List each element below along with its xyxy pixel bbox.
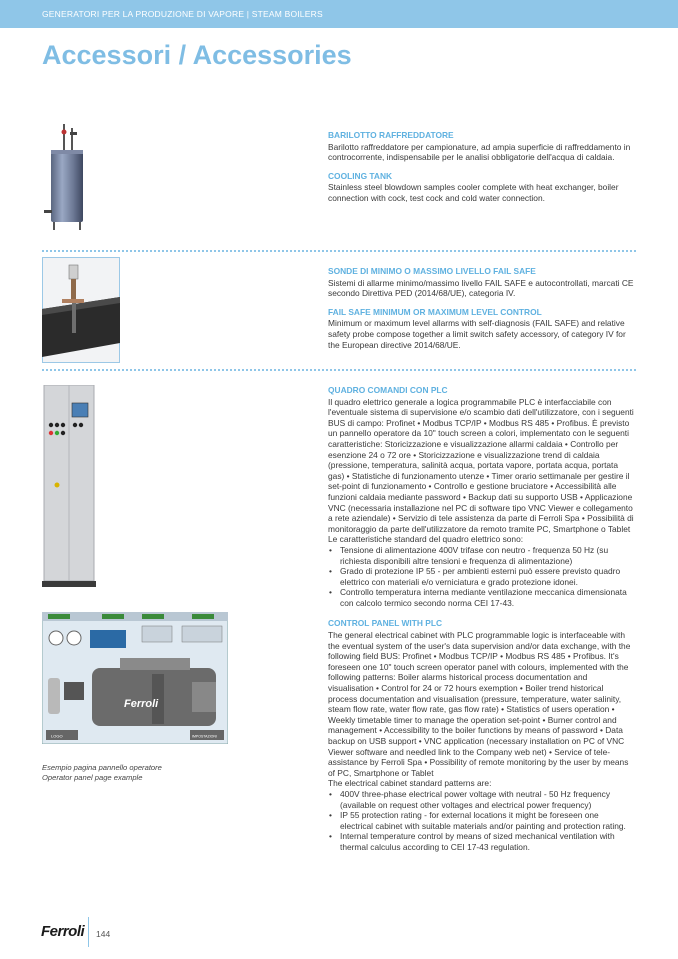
panel-caption xyxy=(42,763,162,782)
page-title: Accessori / Accessories xyxy=(42,40,352,70)
list-item: • IP 55 protection rating - for external locations it might be foreseen one electrical cabinet with suitable materials and/or painting and protection rating. xyxy=(328,810,634,831)
heading-en: COOLING TANK xyxy=(328,170,393,181)
standard-features-list-it xyxy=(328,545,634,609)
text-en: Stainless steel blowdown samples cooler complete with heat exchanger, boiler connection with cock, test cock and cold water connection. xyxy=(328,182,619,203)
text-en: Minimum or maximum level allarms with self-diagnosis (FAIL SAFE) and relative safety probe compose together a limit switch safety accessory, of category IV for the European directive 2014/68/UE. xyxy=(328,318,626,350)
caption-en: Operator panel page example xyxy=(42,772,143,782)
text-it: Sistemi di allarme minimo/massimo livello FAIL SAFE e autocontrollati, marcati CE secondo Direttiva PED (2014/68/UE), categoria IV. xyxy=(328,277,634,299)
electrical-cabinet-image xyxy=(42,385,96,587)
heading-it: QUADRO COMANDI CON PLC xyxy=(328,385,448,395)
header-band-text: GENERATORI PER LA PRODUZIONE DI VAPORE | STEAM BOILERS xyxy=(42,9,323,19)
list-item: • 400V three-phase electrical power voltage with neutral - 50 Hz frequency (available on request other voltages and electrical power frequency) xyxy=(328,789,634,810)
operator-panel-screenshot xyxy=(42,612,228,744)
heading-en: CONTROL PANEL WITH PLC xyxy=(328,618,442,629)
text-it: Il quadro elettrico generale a logica programmabile PLC è interfacciabile con l'eventuale sistema di supervisione e/o scambio dati dell'utilizzatore, con i seguenti BUS di campo: Profinet • Modbus TCP/IP • Modbus RS 485 • Profibus. È previsto un pannello operatore da 10" touch screen a colori, implementato con le seguenti caratteristiche: Storicizzazione e visualizzazione allarmi caldaia • Controllo per esenzione 24 o 72 ore • Storicizzazione e visualizzazione trend di caldaia (pressione, temperatura, salinità acqua, portata vapore, portata acqua, portata gas) • Statistiche di funzionamento utenze • Timer orario settimanale per gestire il set-point di funzionamento • Controllo e gestione bruciatore • Accessibilità alle funzioni caldaia mediante password • Backup dati su supporto USB • Applicazione VNC (necessaria installazione nel PC di software tipo VNC Viewer e collegamento a rete aziendale) • Servizio di tele assistenza da parte di Ferroli Spa • Possibilità di monitoraggio da parte dell'utilizzatore da remoto tramite PC, Smartphone o Tablet xyxy=(328,396,634,534)
level-probe-image xyxy=(42,257,120,363)
list-item: • Controllo temperatura interna mediante ventilazione meccanica dimensionata con calcolo termico secondo norma CEI 17-43. xyxy=(328,587,634,608)
section-cooling-tank xyxy=(328,130,634,212)
header-band xyxy=(0,0,678,28)
list-intro-it: Le caratteristiche standard del quadro elettrico sono: xyxy=(328,534,524,545)
heading-it: SONDE DI MINIMO O MASSIMO LIVELLO FAIL SAFE xyxy=(328,266,536,276)
dotted-divider xyxy=(42,369,636,371)
list-intro-en: The electrical cabinet standard patterns are: xyxy=(328,778,492,789)
hmi-right-button: IMPOSTAZIONI xyxy=(192,734,217,739)
page-number: 144 xyxy=(96,929,111,939)
list-item: • Tensione di alimentazione 400V trifase con neutro - frequenza 50 Hz (su richiesta disponibili altre tensioni e frequenza di alimentazione) xyxy=(328,545,634,566)
footer-divider xyxy=(88,917,89,947)
standard-features-list-en xyxy=(328,789,634,853)
list-item: • Internal temperature control by means of sized mechanical ventilation with thermal calculus according to CEI 17-43 regulation. xyxy=(328,831,634,852)
heading-it: BARILOTTO RAFFREDDATORE xyxy=(328,130,454,140)
list-item: • Grado di protezione IP 55 - per ambienti esterni può essere previsto quadro elettrico con materiali e/o verniciatura e grado protezione idonei. xyxy=(328,566,634,587)
text-en: The general electrical cabinet with PLC programmable logic is interfaceable with the eventual system of the user's data supervision and/or data exchange, with the following field BUS: Profinet • Modbus TCP/IP • Modbus RS 485 • Profibus. It's foreseen one 10" touch screen operator panel with colours, implemented with the following patterns: Boiler alarms historical process documentation and visualisation • Control for 24 or 72 hours exemption • Boiler trend historical process documentation and visualisation (pressure, temperature, water salinity, steam flow rate, water flow rate, gas flow rate) • Statistics of users operation • Weekly timetable timer to manage the operation set-point • Burner control and management • Accessibility to the boiler functions by means of password • Data backup on USB support • VNC application (necessary installation on PC of VNC Viewer software and needled link to the Company web net) • Service of tele-assistance by Ferroli Spa • Possibility of remote monitoring by the user by means of PC, Smartphone or Tablet xyxy=(328,630,631,778)
heading-en: FAIL SAFE MINIMUM OR MAXIMUM LEVEL CONTROL xyxy=(328,306,542,317)
hmi-brand: Ferroli xyxy=(124,698,159,710)
section-level-control xyxy=(328,266,634,358)
dotted-divider xyxy=(42,250,636,252)
hmi-left-button: LOGO xyxy=(51,733,63,739)
caption-it: Esempio pagina pannello operatore xyxy=(42,763,162,772)
ferroli-logo: Ferroli xyxy=(41,923,85,940)
cooling-tank-image xyxy=(42,124,92,236)
text-it: Barilotto raffreddatore per campionature, ad ampia superficie di raffreddamento in controcorrente, indispensabile per le analisi obbligatorie dell'acqua di caldaia. xyxy=(328,141,631,163)
section-control-panel xyxy=(328,385,634,861)
